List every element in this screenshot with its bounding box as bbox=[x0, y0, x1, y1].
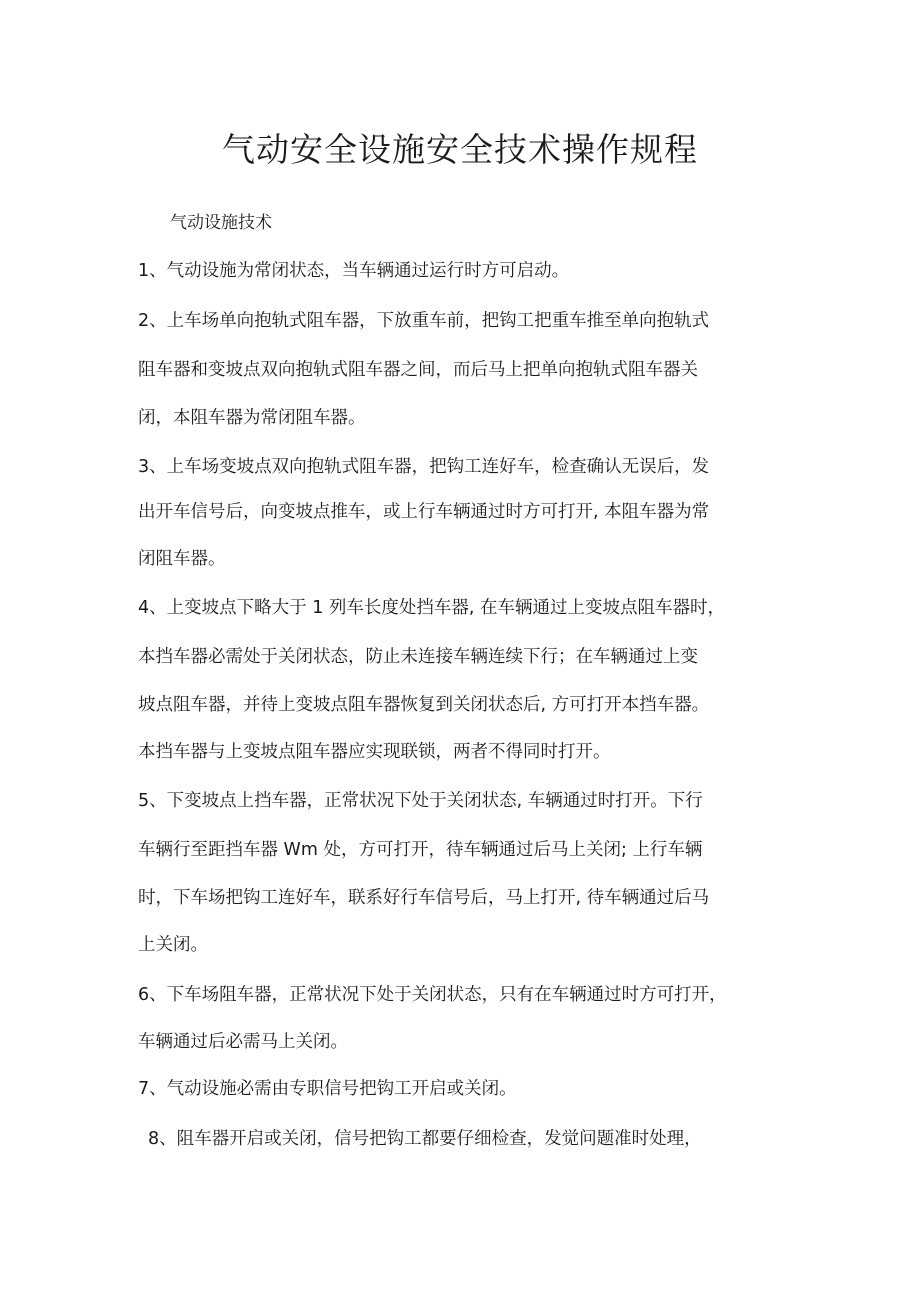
paragraph-line: 5、下变坡点上挡车器，正常状况下处于关闭状态, 车辆通过时打开。下行 bbox=[138, 791, 703, 811]
paragraph-line: 4、上变坡点下略大于 1 列车长度处挡车器, 在车辆通过上变坡点阻车器时， bbox=[138, 598, 726, 618]
paragraph-line: 车辆行至距挡车器 Wm 处，方可打开，待车辆通过后马上关闭; 上行车辆 bbox=[138, 840, 703, 860]
paragraph-line: 2、上车场单向抱轨式阻车器，下放重车前，把钩工把重车推至单向抱轨式 bbox=[138, 311, 710, 331]
paragraph-line: 坡点阻车器，并待上变坡点阻车器恢复到关闭状态后, 方可打开本挡车器。 bbox=[138, 695, 710, 715]
paragraph-line: 闭阻车器。 bbox=[138, 549, 226, 569]
paragraph-line: 本挡车器与上变坡点阻车器应实现联锁，两者不得同时打开。 bbox=[138, 742, 611, 762]
paragraph-line: 7、气动设施必需由专职信号把钩工开启或关闭。 bbox=[138, 1079, 517, 1099]
paragraph-line: 本挡车器必需处于关闭状态，防止未连接车辆连续下行；在车辆通过上变 bbox=[138, 647, 698, 667]
paragraph-line: 上关闭。 bbox=[138, 935, 208, 955]
paragraph-line: 阻车器和变坡点双向抱轨式阻车器之间，而后马上把单向抱轨式阻车器关 bbox=[138, 360, 698, 380]
document-title: 气动安全设施安全技术操作规程 bbox=[222, 130, 698, 169]
paragraph-line: 6、下车场阻车器，正常状况下处于关闭状态，只有在车辆通过时方可打开， bbox=[138, 985, 727, 1005]
paragraph-line: 1、气动设施为常闭状态，当车辆通过运行时方可启动。 bbox=[138, 261, 570, 281]
paragraph-line: 时，下车场把钩工连好车，联系好行车信号后，马上打开, 待车辆通过后马 bbox=[138, 888, 710, 908]
paragraph-line: 出开车信号后，向变坡点推车，或上行车辆通过时方可打开, 本阻车器为常 bbox=[138, 502, 710, 522]
section-subtitle: 气动设施技术 bbox=[170, 213, 272, 233]
paragraph-line: 3、上车场变坡点双向抱轨式阻车器，把钩工连好车，检查确认无误后，发 bbox=[138, 457, 710, 477]
paragraph-line: 8、阻车器开启或关闭，信号把钩工都要仔细检查，发觉问题准时处理， bbox=[148, 1129, 702, 1149]
paragraph-line: 车辆通过后必需马上关闭。 bbox=[138, 1032, 348, 1052]
paragraph-line: 闭，本阻车器为常闭阻车器。 bbox=[138, 408, 366, 428]
